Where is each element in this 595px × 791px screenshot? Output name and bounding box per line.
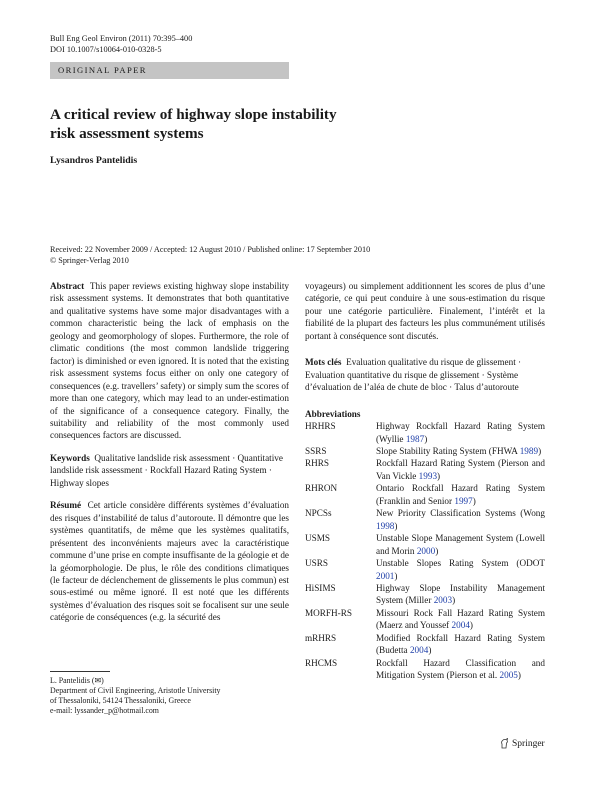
journal-header	[50, 33, 192, 55]
abbreviation-text: New Priority Classification Systems (Wong	[376, 508, 545, 519]
abbreviation-tail: )	[394, 570, 398, 581]
journal-citation: Bull Eng Geol Environ (2011) 70:395–400	[50, 34, 193, 43]
citation-link[interactable]: 2003	[433, 595, 453, 606]
abbreviation-definition	[376, 420, 545, 445]
abbreviation-text: Highway Rockfall Hazard Rating System (Wyllie	[376, 421, 545, 444]
abbreviation-tail: )	[437, 470, 441, 481]
abbreviation-term: mRHRS	[305, 632, 337, 643]
abbreviation-definition	[376, 457, 545, 482]
footnote-rule	[50, 671, 110, 672]
abbreviation-term: USRS	[305, 558, 328, 569]
article-title	[50, 106, 370, 143]
citation-link[interactable]: 2001	[376, 570, 395, 581]
citation-link[interactable]: 1998	[376, 520, 395, 531]
left-column	[50, 280, 289, 624]
abbreviation-tail: )	[435, 545, 439, 556]
abbreviation-row	[305, 420, 545, 445]
footnote-author: L. Pantelidis (✉)	[50, 676, 104, 685]
abbreviation-term: RHCMS	[305, 657, 338, 668]
received-dates: Received: 22 November 2009 / Accepted: 12 August 2010 / Published online: 17 September 2010	[50, 245, 371, 254]
abbreviation-text: Unstable Slope Management System (Lowell and Morin	[376, 533, 545, 556]
publisher-logo	[500, 738, 545, 749]
publisher-name: Springer	[512, 738, 545, 749]
doi: DOI 10.1007/s10064-010-0328-5	[50, 45, 162, 54]
author-footnote	[50, 676, 289, 716]
citation-link[interactable]: 2004	[409, 645, 429, 656]
author-name: Lysandros Pantelidis	[50, 155, 138, 166]
abbreviation-tail: )	[517, 670, 521, 681]
publication-history	[50, 244, 550, 266]
abbreviation-term: USMS	[305, 533, 331, 544]
abbreviation-definition	[376, 632, 545, 657]
abbreviation-tail: )	[538, 445, 542, 456]
abbreviation-text: Missouri Rock Fall Hazard Rating System (Maerz and Youssef	[376, 607, 545, 631]
springer-horse-icon	[500, 738, 509, 749]
copyright: © Springer-Verlag 2010	[50, 256, 129, 265]
abbreviation-tail: )	[472, 495, 476, 506]
abbreviation-row	[305, 507, 545, 532]
footnote-department: Department of Civil Engineering, Aristotle University	[50, 686, 221, 695]
footnote-email[interactable]: e-mail: lyssander_p@hotmail.com	[50, 706, 159, 715]
abstract-text: This paper reviews existing highway slope instability risk assessment systems. It demonstrates that both quantitative and qualitative systems have some major disadvantages with a common characteristic being the lack of emphasis on the geology and geomorphology of slopes. Furthermore, the role of climatic conditions (the most common landslide triggering factor) is diminished or even ignored. It is noted that the existing risk assessment systems focus either on only one category of consequences (e.g. travellers’ safety) or simply sum the scores of more than one category, which may lead to an under-estimation of the significance of a consequence category. Finally, the suitability and reliability of the most commonly used consequences factors are discussed.	[50, 281, 290, 441]
abbreviation-text: Ontario Rockfall Hazard Rating System (Franklin and Senior	[376, 483, 545, 506]
footnote-address: of Thessaloniki, 54124 Thessaloniki, Greece	[50, 696, 191, 705]
abbreviation-term: HiSIMS	[305, 582, 336, 593]
abbreviation-row	[305, 607, 545, 632]
article-title-line-1: A critical review of highway slope instability	[50, 106, 337, 123]
article-title-line-2: risk assessment systems	[50, 124, 204, 142]
resume-label: Résumé	[50, 500, 82, 511]
abstract	[50, 280, 289, 442]
abbreviation-term: MORFH-RS	[305, 607, 352, 618]
abbreviation-tail: )	[424, 433, 428, 444]
abbreviation-row	[305, 482, 545, 507]
mots-cles-label: Mots clés	[305, 357, 342, 368]
abbreviation-row	[305, 457, 545, 482]
abbreviation-text: Highway Slope Instability Management System (Miller	[376, 582, 545, 606]
abbreviation-text: Unstable Slopes Rating System (ODOT	[376, 558, 545, 569]
mots-cles-text: Evaluation qualitative du risque de glissement · Evaluation quantitative du risque de glissement · Système d’évaluation de l’aléa de chute de bloc · Talus d’autoroute	[305, 357, 522, 393]
abbreviation-text: Rockfall Hazard Classification and Mitigation System (Pierson et al.	[376, 657, 545, 681]
abbreviation-term: SSRS	[305, 445, 327, 456]
abbreviation-term: HRHRS	[305, 421, 336, 432]
abbreviation-definition	[376, 557, 545, 582]
citation-link[interactable]: 1989	[519, 445, 539, 456]
abbreviation-row	[305, 657, 545, 682]
abbreviation-tail: )	[452, 595, 456, 606]
abstract-label: Abstract	[50, 281, 85, 291]
keywords	[50, 452, 289, 489]
abbreviation-tail: )	[428, 645, 432, 656]
keywords-label: Keywords	[50, 452, 90, 463]
mots-cles	[305, 356, 545, 393]
keywords-text: Qualitative landslide risk assessment · Quantitative landslide risk assessment · Rockfall Hazard Rating System · Highway slopes	[50, 452, 283, 488]
resume-continued: voyageurs) ou simplement additionnent les scores de plus d’une catégorie, ce qui peut conduire à une sous-estimation du risque pour une catégorie particulière. Finalement, l’intérêt et la fiabilité de la plupart des facteurs les plus communément utilisés portant à conséquence sont discutés.	[305, 281, 545, 341]
abbreviation-row	[305, 532, 545, 557]
citation-link[interactable]: 1997	[454, 495, 473, 506]
abbreviation-term: NPCSs	[305, 508, 332, 519]
right-column	[305, 280, 545, 682]
citation-link[interactable]: 2005	[499, 670, 518, 681]
abbreviation-definition	[376, 582, 545, 607]
abbreviation-text: Rockfall Hazard Rating System (Pierson and Van Vickle	[376, 458, 545, 481]
abbreviation-definition	[376, 482, 545, 507]
abbreviation-row	[305, 632, 545, 657]
citation-link[interactable]: 1987	[405, 433, 425, 444]
abbreviation-definition	[376, 607, 545, 632]
abbreviation-text: Modified Rockfall Hazard Rating System (Budetta	[376, 632, 545, 656]
abbreviation-definition	[376, 532, 545, 557]
abbreviations-heading: Abbreviations	[305, 408, 361, 419]
abbreviation-row	[305, 445, 545, 457]
abbreviation-tail: )	[394, 520, 398, 531]
abbreviation-definition	[376, 657, 545, 682]
resume-text: Cet article considère différents systèmes d’évaluation des risques d’instabilité de talus d’autoroute. Il démontre que les systèmes quantitatifs, de même que les systèmes qualitatifs, présentent des inconvénients majeurs avec la caractéristique commune d’une prise en compte insuffisante de la géologie et de la géomorphologie. De plus, le rôle des conditions climatiques (le facteur de déclenchement de glissements le plus commun) est sous-estimé ou même ignoré. Il est noté que les différents systèmes d’évaluation des risques soit se focalisent sur une seule catégorie de conséquences (e.g. la sécurité des	[50, 500, 290, 623]
abbreviation-definition	[376, 445, 545, 457]
abbreviation-text: Slope Stability Rating System (FHWA	[376, 445, 520, 456]
citation-link[interactable]: 2000	[416, 545, 436, 556]
abbreviation-term: RHRS	[305, 458, 330, 469]
citation-link[interactable]: 2004	[451, 620, 470, 631]
article-type-badge: ORIGINAL PAPER	[50, 62, 289, 79]
resume	[50, 499, 289, 624]
abbreviation-definition	[376, 507, 545, 532]
abbreviation-term: RHRON	[305, 483, 338, 494]
abbreviation-tail: )	[469, 620, 473, 631]
citation-link[interactable]: 1993	[418, 470, 438, 481]
abbreviation-row	[305, 582, 545, 607]
abbreviation-row	[305, 557, 545, 582]
abbreviations-table	[305, 420, 545, 682]
